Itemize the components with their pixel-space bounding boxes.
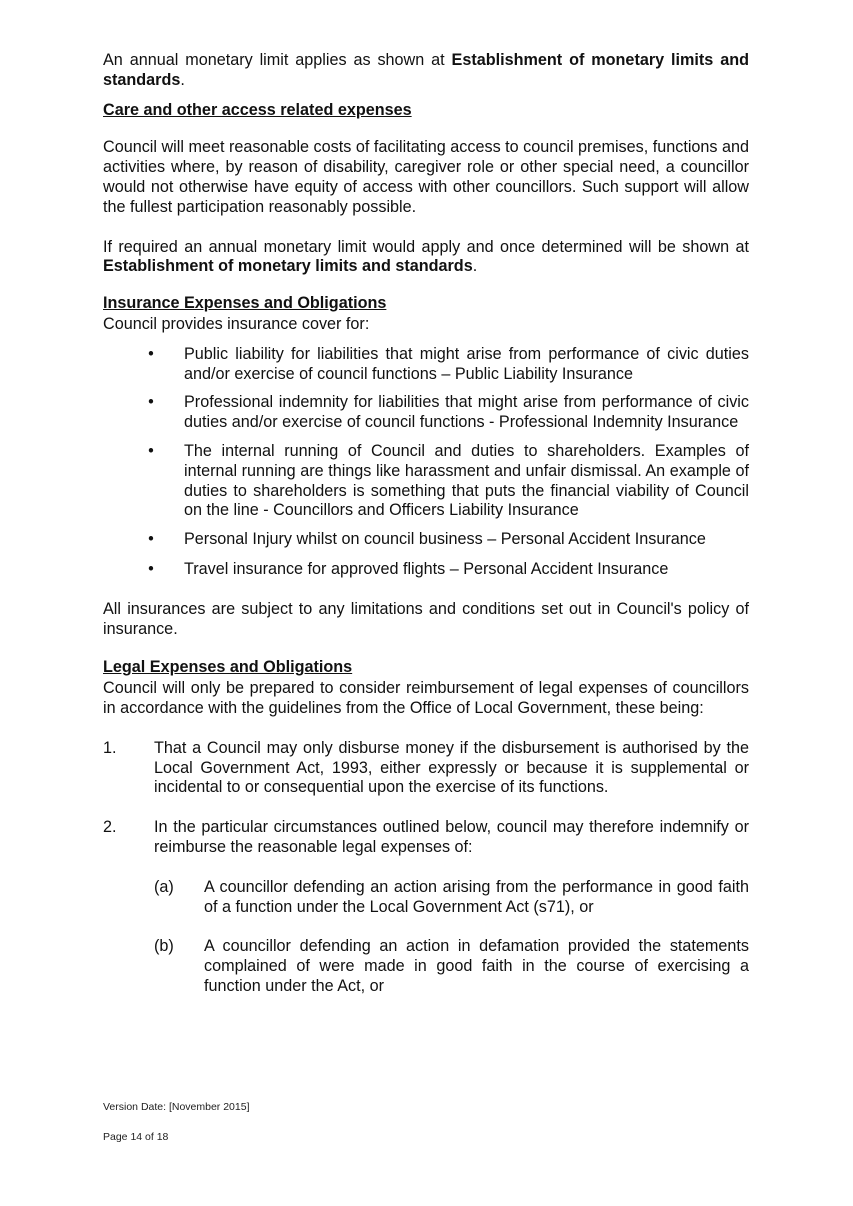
legal-subitem-text: A councillor defending an action arising from the performance in good faith of a function under the Local Government Act (s71), or xyxy=(204,877,749,916)
bullet-icon: • xyxy=(148,344,154,363)
insurance-lead: Council provides insurance cover for: xyxy=(103,314,370,333)
legal-subitem-number: (a) xyxy=(154,877,174,896)
intro-bold-reference: Establishment of monetary limits and standards xyxy=(103,51,749,89)
insurance-item-text: Travel insurance for approved flights – Personal Accident Insurance xyxy=(184,559,669,578)
insurance-item-text: The internal running of Council and duties to shareholders. Examples of internal running are things like harassment and unfair dismissal. An example of duties to shareholders is something that puts the financial viability of Council on the line - Councillors and Officers Liability Insurance xyxy=(184,441,749,520)
legal-subitem-text: A councillor defending an action in defamation provided the statements complained of were made in good faith in the course of exercising a function under the Act, or xyxy=(204,937,749,995)
insurance-item xyxy=(103,560,749,580)
intro-text: An annual monetary limit applies as shown at xyxy=(103,51,452,69)
insurance-item xyxy=(103,393,749,433)
insurance-closing: All insurances are subject to any limitations and conditions set out in Council's policy of insurance. xyxy=(103,599,749,638)
legal-item-number: 2. xyxy=(103,818,117,837)
legal-item xyxy=(103,739,749,798)
care-limit-text: If required an annual monetary limit would apply and once determined will be shown at xyxy=(103,237,749,256)
care-limit-paragraph xyxy=(103,238,749,278)
care-limit-suffix: . xyxy=(472,257,478,276)
footer-version-date: Version Date: [November 2015] xyxy=(103,1101,250,1113)
insurance-item xyxy=(103,442,749,521)
bullet-icon: • xyxy=(148,530,154,549)
intro-suffix: . xyxy=(180,70,185,89)
legal-item-number: 1. xyxy=(103,738,117,757)
care-heading: Care and other access related expenses xyxy=(103,100,412,119)
insurance-item-text: Professional indemnity for liabilities that might arise from performance of civic duties and/or exercise of council functions - Professional Indemnity Insurance xyxy=(184,393,749,432)
care-limit-bold-reference: Establishment of monetary limits and standards xyxy=(103,257,473,276)
legal-subitem xyxy=(103,878,749,918)
bullet-icon: • xyxy=(148,441,154,460)
insurance-item xyxy=(103,530,749,550)
legal-subitem-number: (b) xyxy=(154,937,174,956)
document-page xyxy=(103,51,749,997)
insurance-item-text: Personal Injury whilst on council business – Personal Accident Insurance xyxy=(184,530,706,549)
care-paragraph: Council will meet reasonable costs of facilitating access to council premises, functions and activities where, by reason of disability, caregiver role or other special need, a councillor would not otherwise have equity of access with other councillors. Such support will allow the fullest participation reasonably possible. xyxy=(103,138,750,216)
footer-page-number: Page 14 of 18 xyxy=(103,1131,169,1143)
legal-subitem xyxy=(103,937,749,996)
legal-item xyxy=(103,818,749,858)
bullet-icon: • xyxy=(148,393,154,412)
legal-heading: Legal Expenses and Obligations xyxy=(103,658,353,677)
insurance-item-text: Public liability for liabilities that might arise from performance of civic duties and/or exercise of council functions – Public Liability Insurance xyxy=(184,344,749,383)
insurance-item xyxy=(103,345,749,385)
legal-item-text: In the particular circumstances outlined below, council may therefore indemnify or reimburse the reasonable legal expenses of: xyxy=(154,818,749,856)
legal-item-text: That a Council may only disburse money if the disbursement is authorised by the Local Government Act, 1993, either expressly or because it is supplemental or incidental to or consequential upon the exercise of its functions. xyxy=(154,738,749,797)
bullet-icon: • xyxy=(148,559,154,578)
insurance-heading: Insurance Expenses and Obligations xyxy=(103,294,387,313)
intro-paragraph xyxy=(103,51,749,91)
legal-lead: Council will only be prepared to consider reimbursement of legal expenses of councillors in accordance with the guidelines from the Office of Local Government, these being: xyxy=(103,679,749,717)
